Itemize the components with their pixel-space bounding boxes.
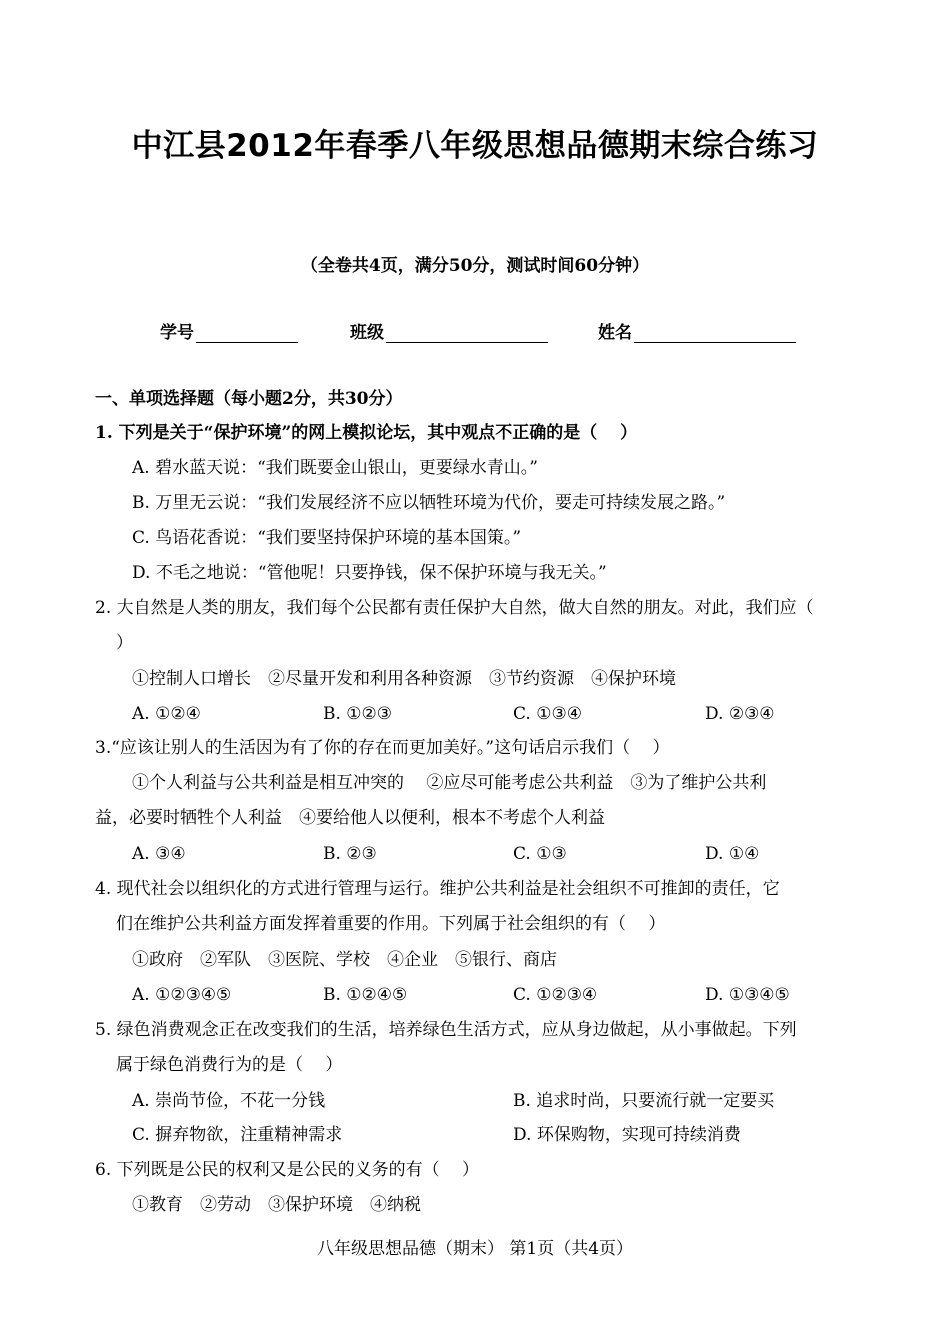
question-4-option-d: D. ①③④⑤ [705,985,790,1005]
question-5-option-c: C. 摒弃物欲，注重精神需求 [132,1125,343,1145]
question-3-option-a: A. ③④ [132,844,186,864]
name-field[interactable] [598,318,796,343]
student-id-label: 学号 [160,323,194,343]
class-field[interactable] [350,318,548,343]
question-4-option-b: B. ①②④⑤ [323,985,408,1005]
question-4-option-a: A. ①②③④⑤ [132,985,232,1005]
question-3-stem: 3.“应该让别人的生活因为有了你的存在而更加美好。”这句话启示我们（ ） [95,738,670,758]
question-3-items: ①个人利益与公共利益是相互冲突的 ②应尽可能考虑公共利益 ③为了维护公共利 [132,773,767,793]
question-4-stem: 4. 现代社会以组织化的方式进行管理与运行。维护公共利益是社会组织不可推卸的责任，它 [95,879,780,899]
question-5-option-b: B. 追求时尚，只要流行就一定要买 [513,1091,775,1111]
question-4-stem-cont: 们在维护公共利益方面发挥着重要的作用。下列属于社会组织的有（ ） [116,914,666,934]
question-1-option-d: D. 不毛之地说：“管他呢！只要挣钱，保不保护环境与我无关。” [132,563,607,583]
question-2-option-a: A. ①②④ [132,704,201,724]
question-6-stem: 6. 下列既是公民的权利又是公民的义务的有（ ） [95,1160,480,1180]
question-2-items: ①控制人口增长 ②尽量开发和利用各种资源 ③节约资源 ④保护环境 [132,669,676,689]
question-3-items-cont: 益，必要时牺牲个人利益 ④要给他人以便利，根本不考虑个人利益 [95,808,605,828]
class-blank[interactable] [386,322,548,343]
question-2-option-c: C. ①③④ [513,704,582,724]
name-blank[interactable] [634,322,796,343]
student-info-fields [0,318,950,346]
exam-info: （全卷共4页，满分50分，测试时间60分钟） [300,256,650,276]
question-6-items: ①教育 ②劳动 ③保护环境 ④纳税 [132,1195,421,1215]
question-1-option-b: B. 万里无云说：“我们发展经济不应以牺牲环境为代价，要走可持续发展之路。” [132,493,726,513]
question-2-option-b: B. ①②③ [323,704,393,724]
question-3-option-b: B. ②③ [323,844,377,864]
question-2-stem-cont: ） [116,633,133,653]
question-5-stem-cont: 属于绿色消费行为的是（ ） [116,1055,343,1075]
question-1-option-c: C. 鸟语花香说：“我们要坚持保护环境的基本国策。” [132,528,522,548]
student-id-blank[interactable] [196,322,298,343]
page-title: 中江县2012年春季八年级思想品德期末综合练习 [131,128,819,164]
question-3-option-c: C. ①③ [513,844,567,864]
page-footer: 八年级思想品德（期末） 第1页（共4页） [316,1239,634,1259]
question-2-stem: 2. 大自然是人类的朋友，我们每个公民都有责任保护大自然，做大自然的朋友。对此，我们应（ [95,598,814,618]
question-2-option-d: D. ②③④ [705,704,775,724]
class-label: 班级 [350,323,384,343]
name-label: 姓名 [598,323,632,343]
question-3-option-d: D. ①④ [705,844,760,864]
student-id-field[interactable] [160,318,298,343]
question-4-items: ①政府 ②军队 ③医院、学校 ④企业 ⑤银行、商店 [132,950,557,970]
question-1-stem: 1. 下列是关于“保护环境”的网上模拟论坛，其中观点不正确的是（ ） [95,423,638,443]
question-5-stem: 5. 绿色消费观念正在改变我们的生活，培养绿色生活方式，应从身边做起，从小事做起。下列 [95,1020,797,1040]
question-5-option-d: D. 环保购物，实现可持续消费 [513,1125,741,1145]
question-5-option-a: A. 崇尚节俭，不花一分钱 [132,1091,326,1111]
question-1-option-a: A. 碧水蓝天说：“我们既要金山银山，更要绿水青山。” [132,458,538,478]
section-heading: 一、单项选择题（每小题2分，共30分） [95,389,403,409]
question-4-option-c: C. ①②③④ [513,985,598,1005]
